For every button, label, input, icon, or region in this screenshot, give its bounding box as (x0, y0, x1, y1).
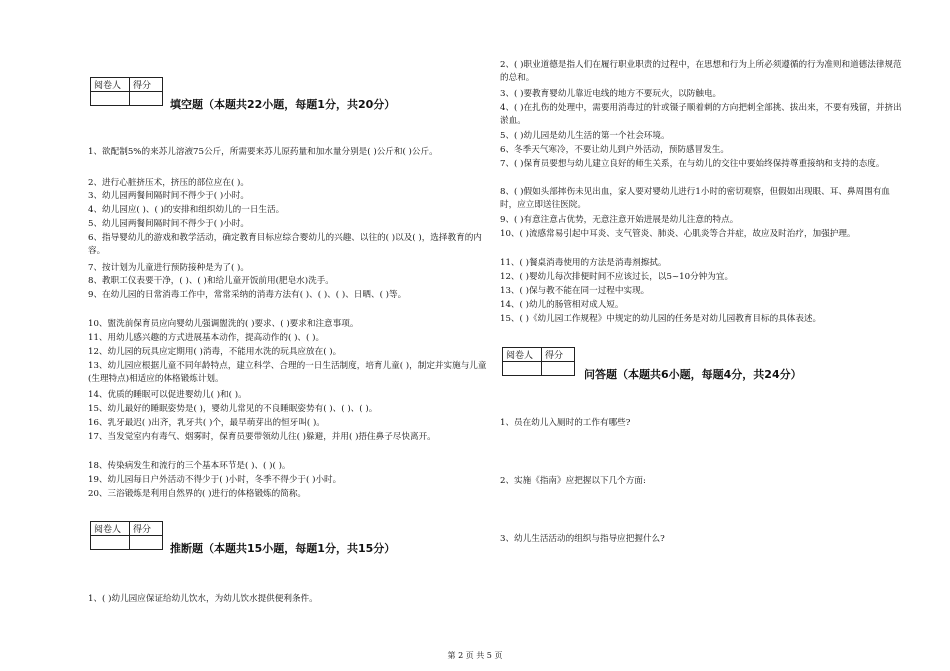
judge-item-6: 6、冬季天气寒冷，不要让幼儿到户外活动，预防感冒发生。 (500, 145, 729, 155)
fill-item-17: 17、当发觉室内有毒气、烟雾时，保育员要带领幼儿往( )躲避，并用( )捂住鼻子尽快离开。 (88, 432, 436, 442)
fill-item-20: 20、三浴锻炼是利用自然界的( )进行的体格锻炼的简称。 (88, 489, 307, 499)
fill-item-19: 19、幼儿园每日户外活动不得少于( )小时，冬季不得少于( )小时。 (88, 475, 342, 485)
grader-label: 阅卷人 (91, 522, 130, 536)
grader-cell[interactable] (91, 92, 130, 106)
judge-item-14: 14、( )幼儿的肠管相对成人短。 (500, 300, 624, 310)
fill-item-12: 12、幼儿园的玩具应定期用( )消毒，不能用水洗的玩具应放在( )。 (88, 347, 342, 357)
score-cell[interactable] (130, 536, 163, 550)
judge-item-5: 5、( )幼儿园是幼儿生活的第一个社会环境。 (500, 131, 670, 141)
judge-item-10: 10、( )流感常易引起中耳炎、支气管炎、肺炎、心肌炎等合并症，故应及时治疗，加强护理。 (500, 229, 856, 239)
judge-item-15: 15、( )《幼儿园工作规程》中规定的幼儿园的任务是对幼儿园教育目标的具体表述。 (500, 314, 822, 324)
fill-item-14: 14、优质的睡眠可以促进婴幼儿( )和( )。 (88, 390, 247, 400)
fill-item-5: 5、幼儿园两餐间隔时间不得少于( )小时。 (88, 219, 249, 229)
score-label: 得分 (130, 78, 163, 92)
judge-item-12: 12、( )婴幼儿每次排便时间不应该过长，以5~10分钟为宜。 (500, 272, 734, 282)
judge-item-9: 9、( )有意注意占优势，无意注意开始进展是幼儿注意的特点。 (500, 215, 739, 225)
section-title-judge: 推断题（本题共15小题，每题1分，共15分） (170, 542, 396, 555)
fill-item-8: 8、教职工仪表要干净，( )、( )和给儿童开饭前用(肥皂水)洗手。 (88, 276, 334, 286)
qa-item-3: 3、幼儿生活活动的组织与指导应把握什么? (500, 534, 665, 544)
qa-item-2: 2、实施《指南》应把握以下几个方面: (500, 476, 646, 486)
judge-item-2: 2、( )职业道德是指人们在履行职业职责的过程中，在思想和行为上所必须遵循的行为准则和道德法律规范的总和。 (500, 60, 902, 83)
section-title-qa: 问答题（本题共6小题，每题4分，共24分） (584, 368, 802, 381)
score-label: 得分 (130, 522, 163, 536)
judge-item-4: 4、( )在扎伤的处理中，需要用消毒过的针或镊子顺着刺的方向把刺全部挑、拔出来，不要有残留，并挤出淤血。 (500, 103, 902, 126)
score-box-qa (502, 347, 575, 376)
fill-item-18: 18、传染病发生和流行的三个基本环节是( )、( )( )。 (88, 461, 291, 471)
score-cell[interactable] (130, 92, 163, 106)
fill-item-16: 16、乳牙最迟( )出齐，乳牙共( )个，最早萌芽出的恒牙叫( )。 (88, 418, 325, 428)
judge-item-1: 1、( )幼儿园应保证给幼儿饮水，为幼儿饮水提供便利条件。 (88, 594, 318, 604)
grader-label: 阅卷人 (503, 348, 542, 362)
judge-item-8: 8、( )假如头部摔伤未见出血，家人要对婴幼儿进行1小时的密切观察，但假如出现眼、耳、鼻周围有血时，应立即送往医院。 (500, 187, 890, 210)
score-box-judge (90, 521, 163, 550)
grader-cell[interactable] (91, 536, 130, 550)
section-title-fill: 填空题（本题共22小题，每题1分，共20分） (170, 98, 396, 111)
fill-item-11: 11、用幼儿感兴趣的方式进展基本动作，提高动作的( )、( )。 (88, 333, 325, 343)
page-number: 第 2 页 共 5 页 (447, 651, 503, 660)
judge-item-13: 13、( )保与教不能在同一过程中实现。 (500, 286, 650, 296)
fill-item-3: 3、幼儿园两餐间隔时间不得少于( )小时。 (88, 191, 249, 201)
fill-item-10: 10、盥洗前保育员应向婴幼儿强调盥洗的( )要求、( )要求和注意事项。 (88, 319, 359, 329)
fill-item-2: 2、进行心脏挤压术，挤压的部位应在( )。 (88, 178, 249, 188)
score-box-fill (90, 77, 163, 106)
judge-item-11: 11、( )餐桌消毒使用的方法是消毒剂擦拭。 (500, 258, 667, 268)
grader-label: 阅卷人 (91, 78, 130, 92)
fill-item-7: 7、按计划为儿童进行预防接种是为了( )。 (88, 263, 249, 273)
fill-item-1: 1、欲配制5%的来苏儿溶液75公斤，所需要来苏儿原药量和加水量分别是( )公斤和( )公斤。 (88, 147, 438, 157)
grader-cell[interactable] (503, 362, 542, 376)
score-label: 得分 (542, 348, 575, 362)
fill-item-13: 13、幼儿园应根据儿童不同年龄特点，建立科学、合理的一日生活制度，培育儿童( )，制定并实施与儿童(生理特点)相适应的体格锻炼计划。 (88, 361, 487, 384)
qa-item-1: 1、员在幼儿入厕时的工作有哪些? (500, 418, 631, 428)
fill-item-6: 6、指导婴幼儿的游戏和教学活动，确定教育目标应综合婴幼儿的兴趣、以往的( )以及( )，选择教育的内容。 (88, 233, 482, 256)
fill-item-4: 4、幼儿园应( )、( )的安排和组织幼儿的一日生活。 (88, 205, 285, 215)
fill-item-15: 15、幼儿最好的睡眠姿势是( )，婴幼儿常见的不良睡眠姿势有( )、( )、( )。 (88, 404, 378, 414)
fill-item-9: 9、在幼儿园的日常消毒工作中，常常采纳的消毒方法有( )、( )、( )、日晒、( )等。 (88, 290, 407, 300)
judge-item-7: 7、( )保育员要想与幼儿建立良好的师生关系，在与幼儿的交往中要始终保持尊重接纳和支持的态度。 (500, 159, 885, 169)
judge-item-3: 3、( )要教育婴幼儿靠近电线的地方不要玩火，以防触电。 (500, 89, 722, 99)
score-cell[interactable] (542, 362, 575, 376)
